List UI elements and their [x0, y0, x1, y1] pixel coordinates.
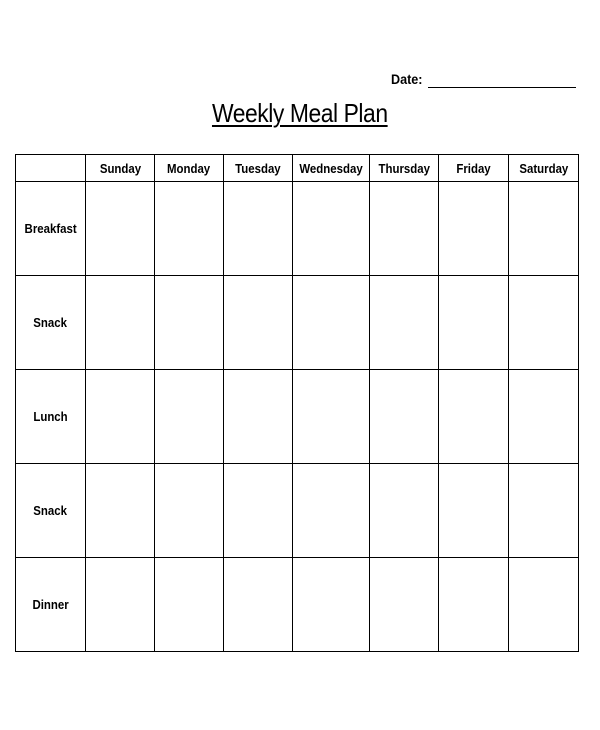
- corner-cell: [16, 155, 86, 182]
- meal-cell[interactable]: [509, 276, 579, 370]
- meal-cell[interactable]: [370, 182, 439, 276]
- table-row-dinner: [16, 558, 579, 652]
- meal-cell[interactable]: [224, 276, 293, 370]
- meal-cell[interactable]: [224, 558, 293, 652]
- page-title: [0, 97, 600, 129]
- meal-cell[interactable]: [86, 558, 155, 652]
- meal-cell[interactable]: [439, 464, 509, 558]
- meal-label-dinner: Dinner: [16, 558, 86, 652]
- page-title-text: Weekly Meal Plan: [212, 98, 388, 128]
- meal-cell[interactable]: [86, 182, 155, 276]
- table-row-breakfast: [16, 182, 579, 276]
- meal-cell[interactable]: [370, 464, 439, 558]
- meal-cell[interactable]: [224, 370, 293, 464]
- meal-cell[interactable]: [86, 464, 155, 558]
- table-row-lunch: [16, 370, 579, 464]
- meal-cell[interactable]: [224, 464, 293, 558]
- meal-cell[interactable]: [509, 464, 579, 558]
- meal-cell[interactable]: [293, 464, 370, 558]
- meal-cell[interactable]: [86, 370, 155, 464]
- meal-cell[interactable]: [293, 558, 370, 652]
- meal-plan-table: [15, 154, 579, 652]
- meal-cell[interactable]: [439, 276, 509, 370]
- meal-cell[interactable]: [155, 276, 224, 370]
- day-header-thursday: Thursday: [370, 155, 439, 182]
- meal-cell[interactable]: [509, 558, 579, 652]
- meal-cell[interactable]: [293, 182, 370, 276]
- day-header-tuesday: Tuesday: [224, 155, 293, 182]
- day-header-saturday: Saturday: [509, 155, 579, 182]
- meal-label-snack: Snack: [16, 276, 86, 370]
- date-blank-line[interactable]: [428, 72, 576, 88]
- meal-cell[interactable]: [224, 182, 293, 276]
- meal-cell[interactable]: [86, 276, 155, 370]
- meal-cell[interactable]: [439, 370, 509, 464]
- meal-cell[interactable]: [370, 370, 439, 464]
- meal-label-snack: Snack: [16, 464, 86, 558]
- date-field: [391, 70, 576, 88]
- meal-cell[interactable]: [370, 276, 439, 370]
- day-header-monday: Monday: [155, 155, 224, 182]
- date-label: Date:: [391, 71, 423, 87]
- meal-cell[interactable]: [439, 182, 509, 276]
- day-header-wednesday: Wednesday: [293, 155, 370, 182]
- meal-label-breakfast: Breakfast: [16, 182, 86, 276]
- meal-cell[interactable]: [155, 464, 224, 558]
- table-row-snack-2: [16, 464, 579, 558]
- meal-cell[interactable]: [293, 276, 370, 370]
- meal-cell[interactable]: [293, 370, 370, 464]
- table-row-snack-1: [16, 276, 579, 370]
- meal-label-lunch: Lunch: [16, 370, 86, 464]
- meal-cell[interactable]: [155, 558, 224, 652]
- day-header-friday: Friday: [439, 155, 509, 182]
- meal-cell[interactable]: [370, 558, 439, 652]
- meal-cell[interactable]: [439, 558, 509, 652]
- meal-cell[interactable]: [509, 182, 579, 276]
- table-header-row: [16, 155, 579, 182]
- day-header-sunday: Sunday: [86, 155, 155, 182]
- meal-cell[interactable]: [155, 182, 224, 276]
- meal-cell[interactable]: [155, 370, 224, 464]
- meal-cell[interactable]: [509, 370, 579, 464]
